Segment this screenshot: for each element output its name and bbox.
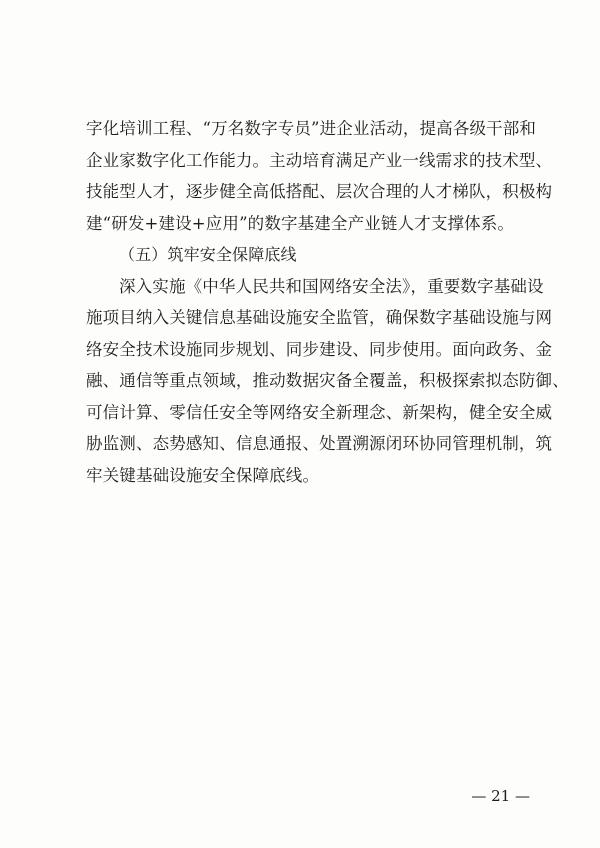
text-line: 技能型人才，逐步健全高低搭配、层次合理的人才梯队，积极构	[86, 182, 553, 201]
text-line: 络安全技术设施同步规划、同步建设、同步使用。面向政务、金	[86, 339, 553, 359]
text-line: 建“研发+建设+应用”的数字基建全产业链人才支撑体系。	[86, 213, 515, 233]
text-line: 胁监测、态势感知、信息通报、处置溯源闭环协同管理机制，筑	[86, 434, 553, 453]
text-line: 企业家数字化工作能力。主动培育满足产业一线需求的技术型、	[86, 150, 553, 170]
text-line: 深入实施《中华人民共和国网络安全法》，重要数字基础设	[119, 276, 544, 296]
text-line: 施项目纳入关键信息基础设施安全监管，确保数字基础设施与网	[86, 308, 553, 327]
section-heading: （五）筑牢安全保障底线	[119, 245, 297, 264]
body-text	[86, 113, 569, 491]
text-line: 融、通信等重点领域，推动数据灾备全覆盖，积极探索拟态防御、	[86, 371, 569, 390]
text-line: 字化培训工程、“万名数字专员”进企业活动，提高各级干部和	[86, 119, 537, 138]
text-line: 可信计算、零信任安全等网络安全新理念、新架构，健全安全威	[86, 402, 553, 422]
page-number: — 21 —	[471, 787, 530, 805]
text-line: 牢关键基础设施安全保障底线。	[86, 465, 320, 485]
